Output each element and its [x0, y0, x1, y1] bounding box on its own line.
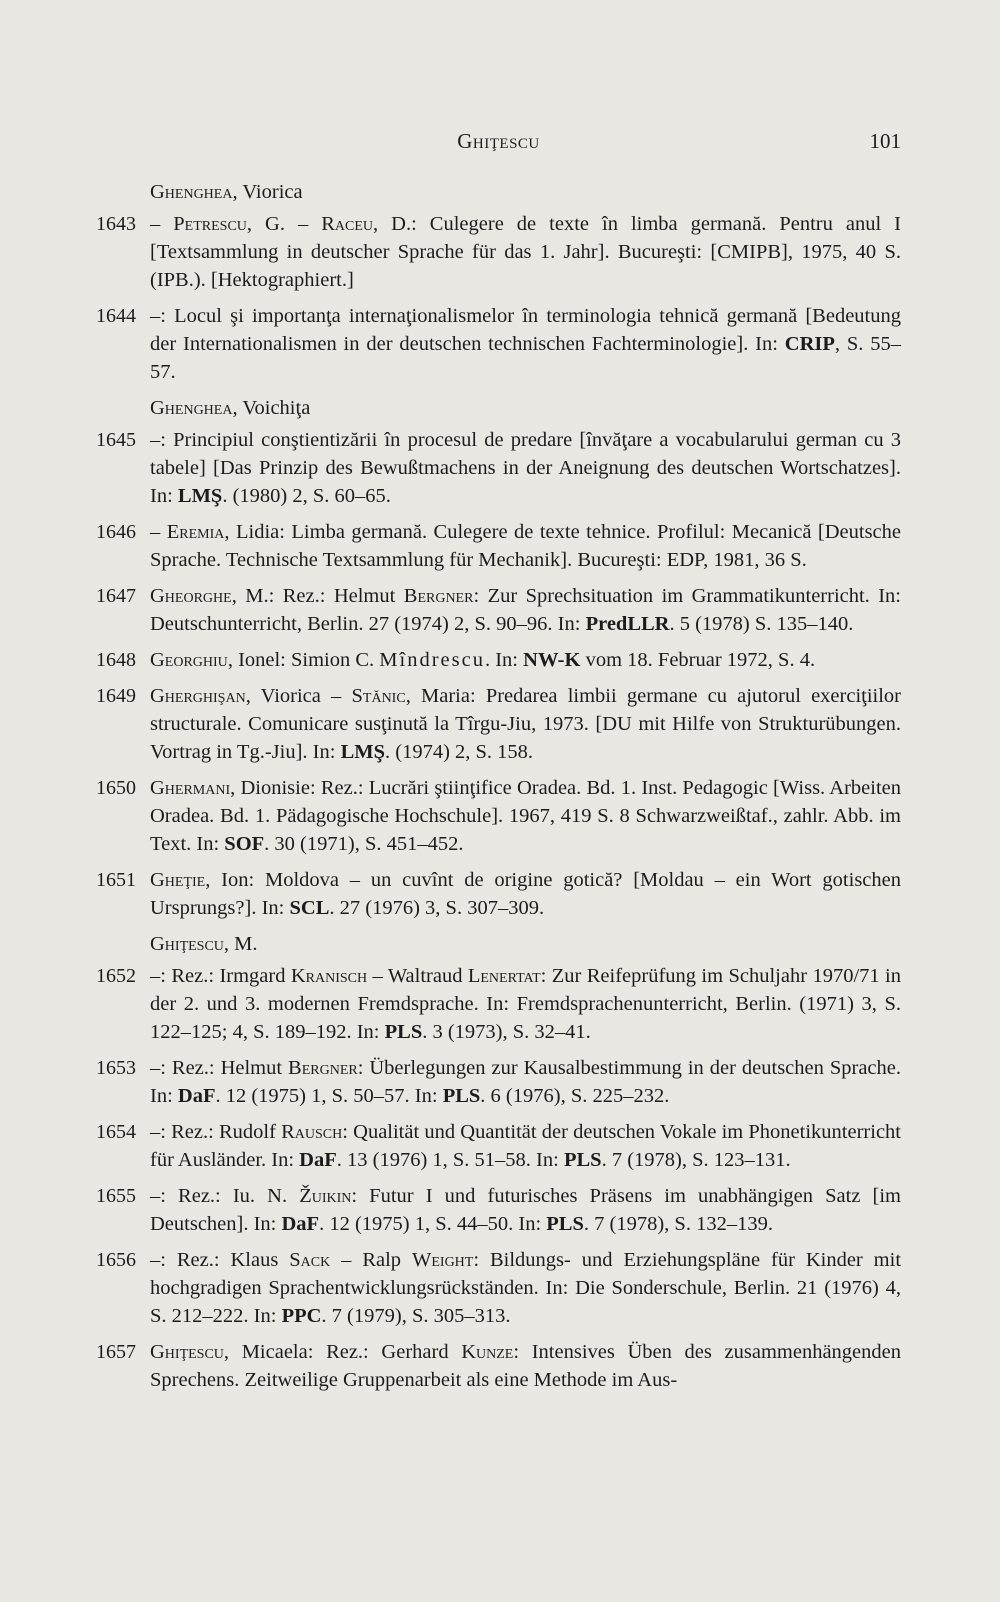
- text-segment: –: [150, 521, 167, 543]
- text-segment: : Zur Reifeprüfung im Schuljahr 1970/71 in der 2. und 3. modernen Fremdsprache. In: Fremdsprachenunterricht, Berlin. (1971) 3, S. 122–125; 4, S. 189–192. In:: [150, 965, 901, 1043]
- text-segment: –: Rez.: Iu. N.: [150, 1185, 300, 1207]
- author-heading-text: [150, 930, 901, 958]
- author-name: Stănic: [351, 685, 406, 707]
- author-name: Gheorghe: [150, 585, 232, 607]
- text-segment: – Waltraud: [367, 965, 468, 987]
- author-name: Ghiţescu: [150, 933, 224, 955]
- text-segment: –: Rez.: Klaus: [150, 1249, 290, 1271]
- entry-text: [150, 210, 901, 294]
- author-name: Gherghişan: [150, 685, 246, 707]
- author-name: Bergner: [288, 1057, 358, 1079]
- author-name: Weight: [412, 1249, 474, 1271]
- source-abbreviation: PredLLR: [585, 613, 670, 635]
- source-abbreviation: DaF: [299, 1149, 337, 1171]
- entry-text: [150, 518, 901, 574]
- text-segment: . (1980) 2, S. 60–65.: [222, 485, 391, 507]
- entry-number: 1657: [96, 1341, 136, 1363]
- source-abbreviation: DaF: [281, 1213, 320, 1235]
- bibliography-entry: [96, 302, 901, 386]
- author-name: Žuikin: [299, 1185, 352, 1207]
- text-segment: . 6 (1976), S. 225–232.: [480, 1085, 670, 1107]
- text-segment: , M.: Rez.: Helmut: [231, 585, 404, 607]
- text-segment: –: [150, 213, 174, 235]
- entry-text: [150, 1338, 901, 1394]
- text-segment: . 7 (1979), S. 305–313.: [321, 1305, 511, 1327]
- bibliography-entry: [96, 210, 901, 294]
- text-segment: vom 18. Februar 1972, S. 4.: [580, 649, 816, 671]
- entry-number: 1649: [96, 685, 136, 707]
- page-number: 101: [869, 129, 901, 153]
- bibliography-entry: [96, 646, 901, 674]
- text-segment: . 12 (1975) 1, S. 44–50. In:: [319, 1213, 547, 1235]
- bibliography-entry: [96, 426, 901, 510]
- bibliography-entry: [96, 1182, 901, 1238]
- author-name: Ghenghea: [150, 181, 233, 203]
- running-head: [96, 129, 901, 165]
- source-abbreviation: LMŞ: [340, 741, 385, 763]
- entry-number: 1653: [96, 1057, 136, 1079]
- text-segment: . 7 (1978), S. 123–131.: [601, 1149, 791, 1171]
- entry-text: [150, 582, 901, 638]
- running-title: Ghiţescu: [457, 129, 540, 153]
- author-name: Raceu: [321, 213, 374, 235]
- entry-text: [150, 1246, 901, 1330]
- text-segment: : Bildungs- und Erziehungspläne für Kinder mit hochgradigen Sprachentwicklungsrückständen. In: Die Sonderschule, Berlin. 21 (1976) 4, S. 212–222. In:: [150, 1249, 902, 1327]
- entry-text: [150, 866, 901, 922]
- author-name: Georghiu: [150, 649, 228, 671]
- text-segment: –: Locul şi importanţa internaţionalismelor în terminologia tehnică germană [Bedeutung der Internationalismen in der deutschen technischen Fachterminologie]. In:: [150, 305, 901, 355]
- source-abbreviation: CRIP: [784, 333, 835, 355]
- entry-text: [150, 1182, 901, 1238]
- source-abbreviation: PLS: [442, 1085, 481, 1107]
- author-name: Ghenghea: [150, 397, 233, 419]
- author-name: Lenertat: [467, 965, 541, 987]
- source-abbreviation: NW-K: [523, 649, 581, 671]
- text-segment: , S. 55–57.: [150, 333, 901, 383]
- text-segment: . 7 (1978), S. 132–139.: [583, 1213, 773, 1235]
- text-segment: –: Rez.: Irmgard: [150, 965, 291, 987]
- text-segment: , Viorica –: [245, 685, 352, 707]
- entry-number: 1647: [96, 585, 136, 607]
- text-segment: : Überlegungen zur Kausalbestimmung in der deutschen Sprache. In:: [150, 1057, 901, 1107]
- text-segment: , D.: Culegere de texte în limba germană. Pentru anul I [Textsammlung in deutscher Sprache für das 1. Jahr]. Bucureşti: [CMIPB], 1975, 40 S. (IPB.). [Hektographiert.]: [150, 213, 901, 291]
- entry-text: [150, 682, 901, 766]
- entry-number: 1643: [96, 213, 136, 235]
- text-segment: –: Principiul conştientizării în procesul de predare [învăţare a vocabularului german cu 3 tabele] [Das Prinzip des Bewußtmachens in der Aneignung des deutschen Wortschatzes]. In:: [150, 429, 901, 507]
- entry-number: 1654: [96, 1121, 136, 1143]
- bibliography-entry: [96, 582, 901, 638]
- entry-number: 1655: [96, 1185, 136, 1207]
- author-heading: [96, 394, 901, 422]
- text-segment: , M.: [223, 933, 258, 955]
- bibliography-entry: [96, 866, 901, 922]
- source-abbreviation: PLS: [384, 1021, 423, 1043]
- bibliography-entry: [96, 1118, 901, 1174]
- source-abbreviation: LMŞ: [177, 485, 223, 507]
- source-abbreviation: SOF: [224, 833, 265, 855]
- source-abbreviation: PPC: [281, 1305, 322, 1327]
- author-name: Ghiţescu: [150, 1341, 224, 1363]
- bibliography-entry: [96, 1246, 901, 1330]
- bibliography-entry: [96, 1054, 901, 1110]
- entry-text: [150, 426, 901, 510]
- text-segment: , Dionisie: Rez.: Lucrări ştiinţifice Oradea. Bd. 1. Inst. Pedagogic [Wiss. Arbeiten Oradea. Bd. 1. Pädagogische Hochschule]. 1967, 419 S. 8 Schwarzweißtaf., zahlr. Abb. im Text. In:: [150, 777, 901, 855]
- text-segment: : Intensives Üben des zusammenhängenden Sprechens. Zeitweilige Gruppenarbeit als eine Methode im Aus-: [150, 1341, 902, 1391]
- author-name: Rausch: [281, 1121, 343, 1143]
- text-segment: , Micaela: Rez.: Gerhard: [223, 1341, 462, 1363]
- text-segment: , Ion: Moldova – un cuvînt de origine gotică? [Moldau – ein Wort gotischen Ursprungs?]. In:: [150, 869, 901, 919]
- text-segment: , Maria: Predarea limbii germane cu ajutorul exerciţiilor structurale. Comunicare susţinută la Tîrgu-Jiu, 1973. [DU mit Hilfe von Strukturübungen. Vortrag in Tg.-Jiu]. In:: [150, 685, 901, 763]
- bibliography-entry: [96, 682, 901, 766]
- text-segment: – Ralp: [330, 1249, 412, 1271]
- entry-text: [150, 1118, 901, 1174]
- entry-number: 1650: [96, 777, 136, 799]
- bibliography-entry: [96, 518, 901, 574]
- author-name: Ghermani: [150, 777, 231, 799]
- source-abbreviation: PLS: [546, 1213, 584, 1235]
- source-abbreviation: PLS: [563, 1149, 602, 1171]
- text-segment: . 27 (1976) 3, S. 307–309.: [329, 897, 545, 919]
- source-abbreviation: SCL: [289, 897, 330, 919]
- text-segment: . 30 (1971), S. 451–452.: [264, 833, 464, 855]
- author-heading: [96, 178, 901, 206]
- text-segment: , Voichiţa: [232, 397, 311, 419]
- bibliography-entry: [96, 1338, 901, 1394]
- text-segment: . 12 (1975) 1, S. 50–57. In:: [215, 1085, 443, 1107]
- entry-number: 1656: [96, 1249, 136, 1271]
- text-segment: : Futur I und futurisches Präsens im unabhängigen Satz [im Deutschen]. In:: [150, 1185, 901, 1235]
- text-segment: , G. –: [246, 213, 322, 235]
- text-segment: , Lidia: Limba germană. Culegere de texte tehnice. Profilul: Mecanică [Deutsche Sprache. Technische Textsammlung für Mechanik]. Bucureşti: EDP, 1981, 36 S.: [150, 521, 902, 571]
- entry-number: 1648: [96, 649, 136, 671]
- author-heading-text: [150, 178, 901, 206]
- entry-number: 1651: [96, 869, 136, 891]
- text-segment: –: Rez.: Rudolf: [150, 1121, 282, 1143]
- source-abbreviation: DaF: [177, 1085, 216, 1107]
- entry-text: [150, 302, 901, 386]
- bibliography-entry: [96, 774, 901, 858]
- spaced-name: Mîndrescu: [379, 649, 485, 671]
- text-segment: . (1974) 2, S. 158.: [385, 741, 534, 763]
- author-name: Gheţie: [150, 869, 206, 891]
- author-heading: [96, 930, 901, 958]
- entry-number: 1652: [96, 965, 136, 987]
- author-name: Eremia: [166, 521, 225, 543]
- text-segment: : Zur Sprechsituation im Grammatikunterricht. In: Deutschunterricht, Berlin. 27 (1974) 2, S. 90–96. In:: [150, 585, 902, 635]
- text-segment: . 5 (1978) S. 135–140.: [669, 613, 854, 635]
- author-name: Bergner: [403, 585, 474, 607]
- author-name: Kunze: [461, 1341, 514, 1363]
- entry-text: [150, 774, 901, 858]
- entry-number: 1646: [96, 521, 136, 543]
- author-name: Petrescu: [173, 213, 247, 235]
- author-heading-text: [150, 394, 901, 422]
- entry-number: 1644: [96, 305, 136, 327]
- text-segment: , Ionel: Simion C.: [227, 649, 380, 671]
- entry-number: 1645: [96, 429, 136, 451]
- entry-text: [150, 1054, 901, 1110]
- author-name: Sack: [289, 1249, 331, 1271]
- text-segment: : Qualität und Quantität der deutschen Vokale im Phonetikunterricht für Ausländer. In:: [150, 1121, 901, 1171]
- text-segment: –: Rez.: Helmut: [150, 1057, 289, 1079]
- entry-text: [150, 646, 901, 674]
- text-segment: . In:: [484, 649, 524, 671]
- bibliography-list: [96, 178, 901, 1402]
- text-segment: , Viorica: [232, 181, 303, 203]
- author-name: Kranisch: [290, 965, 368, 987]
- text-segment: . 13 (1976) 1, S. 51–58. In:: [336, 1149, 564, 1171]
- text-segment: . 3 (1973), S. 32–41.: [422, 1021, 591, 1043]
- bibliography-entry: [96, 962, 901, 1046]
- entry-text: [150, 962, 901, 1046]
